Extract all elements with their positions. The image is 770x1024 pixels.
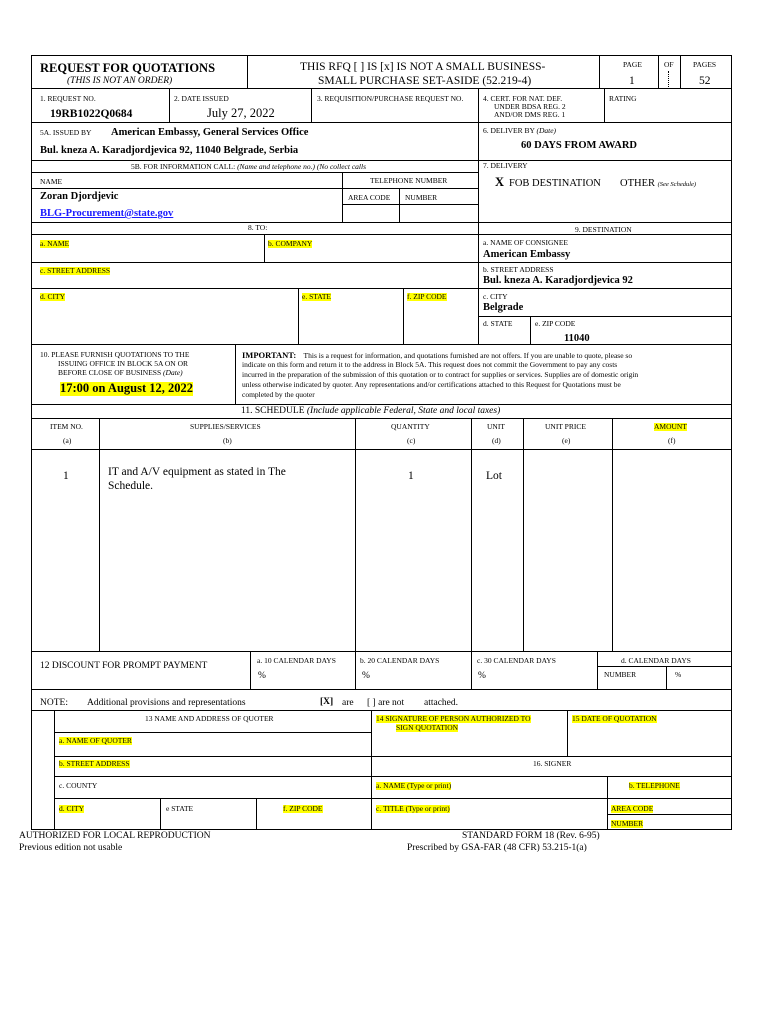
dest-city-value: Belgrade: [483, 302, 524, 313]
col-quantity: QUANTITY: [391, 422, 430, 431]
rule: [403, 288, 404, 344]
rule: [31, 288, 732, 289]
request-no-label: 1. REQUEST NO.: [40, 94, 96, 103]
to-name-field[interactable]: a. NAME: [40, 239, 70, 248]
rule: [54, 710, 55, 830]
row-item-no: 1: [63, 470, 69, 482]
rule: [31, 172, 478, 173]
discount-10-days: a. 10 CALENDAR DAYS: [257, 656, 336, 665]
discount-30-pct[interactable]: %: [478, 671, 486, 681]
rule: [31, 404, 732, 405]
quoter-state-label: e STATE: [166, 804, 194, 813]
request-no-value: 19RB1022Q0684: [50, 108, 133, 120]
rule: [31, 710, 732, 711]
quoter-block-label: 13 NAME AND ADDRESS OF QUOTER: [145, 714, 274, 723]
requisition-label: 3. REQUISITION/PURCHASE REQUEST NO.: [317, 94, 464, 103]
contact-name: Zoran Djordjevic: [40, 191, 119, 202]
important-line3: incurred in the preparation of the submission of this quotation or to contract for supplies or services. Supplies are of domestic origin: [242, 370, 639, 379]
quoter-city-field[interactable]: d. CITY: [59, 804, 84, 813]
note-text: Additional provisions and representations: [87, 698, 246, 708]
consignee-value: American Embassy: [483, 249, 571, 260]
fob-destination-check[interactable]: X: [495, 175, 505, 189]
date-issued-label: 2. DATE ISSUED: [174, 94, 229, 103]
date-issued-value: July 27, 2022: [207, 106, 275, 120]
are-not-checkbox[interactable]: [ ] are not: [367, 698, 405, 708]
discount-d-days: d. CALENDAR DAYS: [621, 656, 691, 665]
rule: [235, 344, 236, 404]
form-subtitle: (THIS IS NOT AN ORDER): [67, 76, 173, 86]
dest-street-label: b. STREET ADDRESS: [483, 265, 554, 274]
dest-zip-label: e. ZIP CODE: [535, 319, 576, 328]
schedule-title: 11. SCHEDULE (Include applicable Federal, State and local taxes): [241, 406, 501, 416]
important-line1: IMPORTANT: This is a request for information, and quotations furnished are not offers. If you are unable to quote, please so: [242, 350, 633, 360]
rfq-notice-line2: SMALL PURCHASE SET-ASIDE (52.219-4): [318, 75, 532, 87]
discount-30-days: c. 30 CALENDAR DAYS: [477, 656, 556, 665]
issued-by-label: 5A. ISSUED BY: [40, 128, 92, 137]
rule: [250, 651, 251, 689]
rule: [599, 55, 600, 89]
number-label: NUMBER: [405, 193, 438, 202]
rule: [247, 55, 248, 88]
dest-street-value: Bul. kneza A. Karadjordjevica 92: [483, 275, 633, 286]
rule: [658, 55, 659, 89]
fob-destination-label: FOB DESTINATION: [509, 178, 601, 189]
to-city-field[interactable]: d. CITY: [40, 292, 65, 301]
signer-telephone-field[interactable]: b. TELEPHONE: [629, 781, 680, 790]
rule: [607, 814, 732, 815]
rule: [31, 689, 732, 690]
col-unit: UNIT: [487, 422, 505, 431]
deliver-by-label: 6. DELIVER BY (Date): [483, 126, 557, 135]
rule: [31, 88, 732, 89]
discount-20-days: b. 20 CALENDAR DAYS: [360, 656, 440, 665]
signer-area-code-field[interactable]: AREA CODE: [611, 804, 654, 813]
to-street-field[interactable]: c. STREET ADDRESS: [40, 266, 111, 275]
destination-label: 9. DESTINATION: [575, 225, 632, 234]
furnish-label-line1: 10. PLEASE FURNISH QUOTATIONS TO THE: [40, 350, 190, 359]
dest-state-label: d. STATE: [483, 319, 513, 328]
cert-label-line1: 4. CERT. FOR NAT. DEF.: [483, 94, 563, 103]
col-amount-sub: (f): [668, 436, 676, 445]
page-value: 1: [629, 75, 635, 87]
furnish-label-line3: BEFORE CLOSE OF BUSINESS (Date): [58, 368, 183, 377]
pages-value: 52: [699, 75, 711, 87]
rule: [355, 418, 356, 651]
rule: [478, 88, 479, 234]
of-label: OF: [664, 60, 674, 69]
telephone-label: TELEPHONE NUMBER: [370, 176, 448, 185]
rule: [264, 234, 265, 262]
of-divider: [668, 71, 669, 87]
rating-label: RATING: [609, 94, 637, 103]
rule: [160, 798, 161, 830]
rule: [31, 449, 732, 450]
rule: [680, 55, 681, 89]
rule: [342, 204, 478, 205]
rule: [31, 418, 732, 419]
are-label: are: [342, 698, 354, 708]
quoter-street-field[interactable]: b. STREET ADDRESS: [59, 759, 130, 768]
consignee-label: a. NAME OF CONSIGNEE: [483, 238, 568, 247]
signature-label-line2[interactable]: SIGN QUOTATION: [396, 723, 459, 732]
rule: [478, 234, 479, 344]
discount-20-pct[interactable]: %: [362, 671, 370, 681]
info-call-label: 5B. FOR INFORMATION CALL: (Name and telephone no.) (No collect calls: [131, 162, 366, 171]
rule: [597, 651, 598, 689]
col-item-no: ITEM NO.: [50, 422, 83, 431]
to-state-field[interactable]: e. STATE: [302, 292, 331, 301]
contact-email-link[interactable]: BLG-Procurement@state.gov: [40, 208, 174, 219]
cert-label-line2: UNDER BDSA REG. 2: [494, 102, 566, 111]
delivery-other-label: OTHER (See Schedule): [620, 178, 697, 189]
rule: [567, 710, 568, 756]
footer-previous-edition: Previous edition not usable: [19, 843, 123, 853]
rule: [399, 188, 400, 222]
discount-label: 12 DISCOUNT FOR PROMPT PAYMENT: [40, 661, 208, 671]
dest-city-label: c. CITY: [483, 292, 508, 301]
name-label: NAME: [40, 177, 63, 186]
page-label: PAGE: [623, 60, 642, 69]
pages-label: PAGES: [693, 60, 717, 69]
row-supplies-line2: Schedule.: [108, 480, 154, 492]
quoter-name-field[interactable]: a. NAME OF QUOTER: [59, 736, 132, 745]
rule: [530, 316, 531, 344]
important-line5: completed by the quoter: [242, 390, 315, 399]
row-unit: Lot: [486, 470, 502, 482]
col-item-no-sub: (a): [63, 436, 72, 445]
rule: [54, 776, 732, 777]
rule: [31, 651, 732, 652]
rule: [523, 418, 524, 651]
col-quantity-sub: (c): [407, 436, 416, 445]
rule: [31, 222, 732, 223]
rule: [54, 798, 732, 799]
rule: [54, 756, 732, 757]
rule: [298, 288, 299, 344]
discount-number-label: NUMBER: [604, 670, 637, 679]
rule: [31, 122, 732, 123]
discount-d-pct[interactable]: %: [675, 670, 682, 679]
rule: [54, 732, 371, 733]
rule: [471, 418, 472, 651]
deliver-by-value: 60 DAYS FROM AWARD: [521, 140, 637, 151]
rule: [99, 418, 100, 651]
row-supplies-line1: IT and A/V equipment as stated in The: [108, 466, 286, 478]
rule: [597, 666, 732, 667]
delivery-label: 7. DELIVERY: [483, 161, 528, 170]
signer-name-field[interactable]: a. NAME (Type or print): [376, 781, 452, 790]
furnish-label-line2: ISSUING OFFICE IN BLOCK 5A ON OR: [58, 359, 189, 368]
form-title: REQUEST FOR QUOTATIONS: [40, 61, 216, 75]
date-of-quotation-field[interactable]: 15 DATE OF QUOTATION: [572, 714, 657, 723]
quote-deadline-value: 17:00 on August 12, 2022: [60, 381, 194, 395]
rule: [31, 160, 732, 161]
footer-form-number: STANDARD FORM 18 (Rev. 6-95): [462, 831, 600, 841]
to-zip-field[interactable]: f. ZIP CODE: [407, 292, 447, 301]
rule: [612, 418, 613, 651]
rule: [607, 776, 608, 830]
col-unit-sub: (d): [492, 436, 501, 445]
signature-label-line1[interactable]: 14 SIGNATURE OF PERSON AUTHORIZED TO: [376, 714, 531, 723]
issued-by-name: American Embassy, General Services Office: [111, 127, 309, 138]
signer-label: 16. SIGNER: [533, 759, 572, 768]
quoter-zip-field[interactable]: f. ZIP CODE: [283, 804, 323, 813]
rule: [311, 88, 312, 122]
rule: [342, 172, 343, 222]
col-amount: AMOUNT: [654, 422, 687, 431]
cert-label-line3: AND/OR DMS REG. 1: [494, 110, 566, 119]
signer-number-field[interactable]: NUMBER: [611, 819, 644, 828]
rule: [355, 651, 356, 689]
quoter-county-label: c. COUNTY: [59, 781, 98, 790]
to-label: 8. TO:: [248, 223, 268, 232]
rule: [604, 88, 605, 122]
important-line4: unless otherwise indicated by quoter. Any representations and/or certifications attached to this Request for Quotations must be: [242, 380, 621, 389]
rfq-notice-line1: THIS RFQ [ ] IS [x] IS NOT A SMALL BUSINESS-: [300, 61, 546, 73]
area-code-label: AREA CODE: [348, 193, 391, 202]
dest-zip-value: 11040: [564, 333, 590, 344]
discount-10-pct[interactable]: %: [258, 671, 266, 681]
row-quantity: 1: [408, 470, 414, 482]
col-supplies-sub: (b): [223, 436, 232, 445]
rule: [478, 316, 732, 317]
rule: [169, 88, 170, 122]
to-company-field[interactable]: b. COMPANY: [268, 239, 313, 248]
footer-prescribed-by: Prescribed by GSA-FAR (48 CFR) 53.215-1(a): [407, 843, 587, 853]
rule: [31, 188, 478, 189]
rule: [471, 651, 472, 689]
rule: [666, 666, 667, 689]
footer-reproduction: AUTHORIZED FOR LOCAL REPRODUCTION: [19, 831, 211, 841]
note-label: NOTE:: [40, 698, 68, 708]
attached-label: attached.: [424, 698, 459, 708]
issued-by-address: Bul. kneza A. Karadjordjevica 92, 11040 Belgrade, Serbia: [40, 145, 299, 156]
are-checkbox[interactable]: [X]: [320, 697, 334, 707]
signer-title-field[interactable]: c. TITLE (Type or print): [376, 804, 450, 813]
col-unit-price: UNIT PRICE: [545, 422, 586, 431]
rule: [31, 344, 732, 345]
col-unit-price-sub: (e): [562, 436, 571, 445]
col-supplies: SUPPLIES/SERVICES: [190, 422, 261, 431]
rule: [371, 710, 372, 830]
rule: [256, 798, 257, 830]
rule: [31, 262, 732, 263]
important-line2: indicate on this form and return it to the address in Block 5A. This request does not commit the Government to pay any costs: [242, 360, 618, 369]
